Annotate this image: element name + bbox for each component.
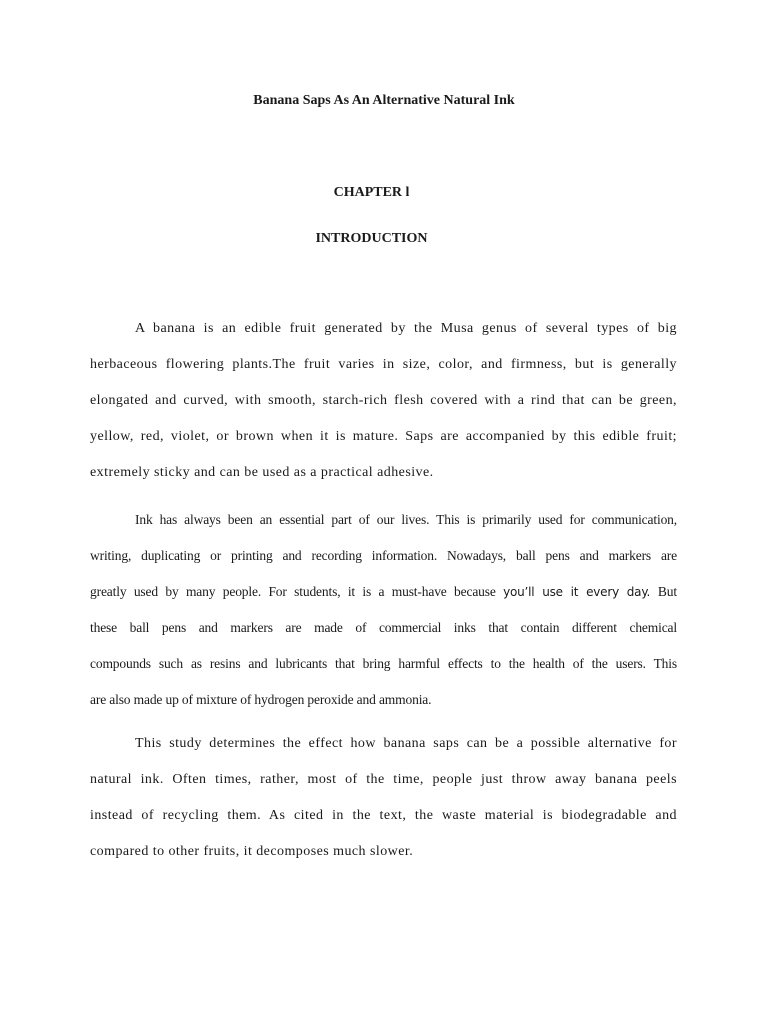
paragraph-line: Ink has always been an essential part of our lives. This is primarily used for communication,	[135, 512, 677, 527]
paragraph-line	[90, 583, 677, 619]
line-segment: But	[657, 584, 677, 599]
paragraph-line: A banana is an edible fruit generated by the Musa genus of several types of big	[135, 321, 677, 336]
paragraph-line: extremely sticky and can be used as a practical adhesive.	[90, 465, 434, 480]
chapter-heading: CHAPTER l	[333, 185, 410, 200]
paragraph-3	[90, 735, 677, 879]
paragraph-line: yellow, red, violet, or brown when it is mature. Saps are accompanied by this edible fruit;	[90, 429, 677, 444]
line-segment-alt-font: you’ll use it every day.	[503, 585, 658, 599]
paragraph-2	[90, 511, 677, 727]
section-heading: INTRODUCTION	[315, 231, 428, 246]
paragraph-line: elongated and curved, with smooth, starch-rich flesh covered with a rind that can be green,	[90, 393, 677, 408]
paragraph-line: natural ink. Often times, rather, most of the time, people just throw away banana peels	[90, 772, 677, 787]
paragraph-line: these ball pens and markers are made of commercial inks that contain different chemical	[90, 620, 677, 635]
paragraph-line: herbaceous flowering plants.The fruit varies in size, color, and firmness, but is generally	[90, 357, 677, 372]
document-title: Banana Saps As An Alternative Natural Ink	[253, 93, 515, 108]
line-segment: greatly used by many people. For students, it is a must-have because	[90, 584, 504, 599]
paragraph-line: compounds such as resins and lubricants that bring harmful effects to the health of the users. This	[90, 656, 677, 671]
paragraph-line: This study determines the effect how banana saps can be a possible alternative for	[135, 736, 677, 751]
paragraph-line: compared to other fruits, it decomposes much slower.	[90, 844, 414, 859]
paragraph-line: writing, duplicating or printing and recording information. Nowadays, ball pens and markers are	[90, 548, 677, 563]
paragraph-line: are also made up of mixture of hydrogen peroxide and ammonia.	[90, 692, 432, 707]
paragraph-1	[90, 320, 677, 500]
paragraph-line: instead of recycling them. As cited in the text, the waste material is biodegradable and	[90, 808, 677, 823]
